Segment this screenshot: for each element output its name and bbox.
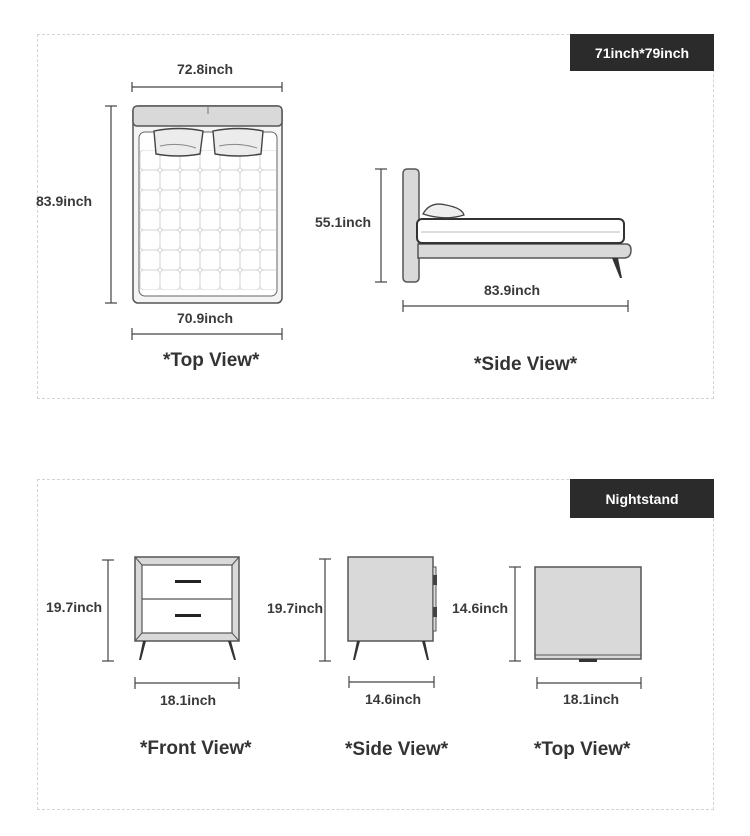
bed-top-bottom-width-label: 70.9inch [177, 310, 234, 326]
bed-side-height-label: 55.1inch [315, 214, 372, 230]
nightstand-side-view-drawing [319, 557, 437, 688]
bed-top-view-title: *Top View* [163, 350, 260, 371]
nightstand-top-depth-label: 14.6inch [452, 600, 509, 616]
bed-side-view-title: *Side View* [474, 354, 578, 375]
nightstand-front-height-label: 19.7inch [46, 599, 103, 615]
bed-top-view-drawing [105, 82, 282, 340]
nightstand-side-height-label: 19.7inch [267, 600, 324, 616]
nightstand-top-view-title: *Top View* [534, 739, 631, 760]
nightstand-front-width-label: 18.1inch [160, 692, 217, 708]
nightstand-top-width-label: 18.1inch [563, 691, 620, 707]
bed-top-length-label: 83.9inch [36, 193, 93, 209]
bed-top-width-label: 72.8inch [177, 61, 234, 77]
bed-side-length-label: 83.9inch [484, 282, 541, 298]
nightstand-top-view-drawing [509, 567, 641, 689]
bed-size-tag: 71inch*79inch [570, 34, 714, 71]
nightstand-front-view-drawing [102, 557, 239, 689]
nightstand-front-view-title: *Front View* [140, 738, 252, 759]
nightstand-side-view-title: *Side View* [345, 739, 449, 760]
nightstand-tag: Nightstand [570, 479, 714, 518]
nightstand-side-depth-label: 14.6inch [365, 691, 422, 707]
